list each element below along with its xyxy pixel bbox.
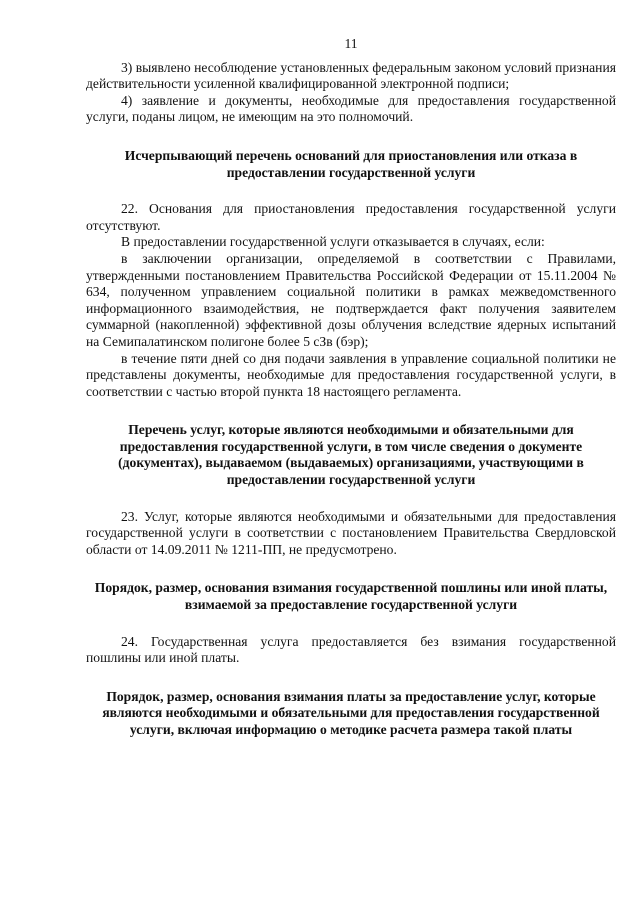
page-number: 11 [344,36,358,51]
section-heading-grounds-refusal: Исчерпывающий перечень оснований для приостановления или отказа в предоставлении государственной услуги [124,147,578,180]
paragraph-refusal-intro: В предоставлении государственной услуги отказывается в случаях, если: [121,234,545,250]
list-item-4: 4) заявление и документы, необходимые для предоставления государственной услуги, поданы лицом, не имеющим на это полномочий. [86,92,616,125]
list-item-3: 3) выявлено несоблюдение установленных федеральным законом условий признания действительности усиленной квалифицированной электронной подписи; [86,59,616,92]
section-heading-state-fee: Порядок, размер, основания взимания государственной пошлины или иной платы, взимаемой за предоставление государственной услуги [94,580,608,613]
paragraph-23: 23. Услуг, которые являются необходимыми и обязательными для предоставления государственной услуги в соответствии с постановлением Правительства Свердловской области от 14.09.2011 № 1211-ПП, не предусмотрено. [86,508,616,557]
section-heading-payment-methodology: Порядок, размер, основания взимания платы за предоставление услуг, которые являются необходимыми и обязательными для предоставления государственной услуги, включая информацию о методике расчета размера такой платы [102,688,600,737]
paragraph-22: 22. Основания для приостановления предоставления государственной услуги отсутствуют. [86,201,616,233]
paragraph-refusal-case-1: в заключении организации, определяемой в соответствии с Правилами, утвержденными постановлением Правительства Российской Федерации от 15.11.2004 № 634, полученном управлением социальной политики в рамках межведомственного информационного взаимодействия, не подтверждается факт получения заявителем суммарной (накопленной) эффективной дозы облучения вследствие ядерных испытаний на Семипалатинском полигоне более 5 сЗв (бэр); [86,250,616,349]
document-page [86,36,616,739]
paragraph-refusal-case-2: в течение пяти дней со дня подачи заявления в управление социальной политики не представлены документы, необходимые для предоставления государственной услуги, в соответствии с частью второй пункта 18 настоящего регламента. [86,350,616,399]
paragraph-24: 24. Государственная услуга предоставляется без взимания государственной пошлины или иной платы. [86,633,616,666]
section-heading-required-services: Перечень услуг, которые являются необходимыми и обязательными для предоставления государственной услуги, в том числе сведения о документе (документах), выдаваемом (выдаваемых) организациями, участвующими в предоставлении государственной услуги [118,422,584,488]
